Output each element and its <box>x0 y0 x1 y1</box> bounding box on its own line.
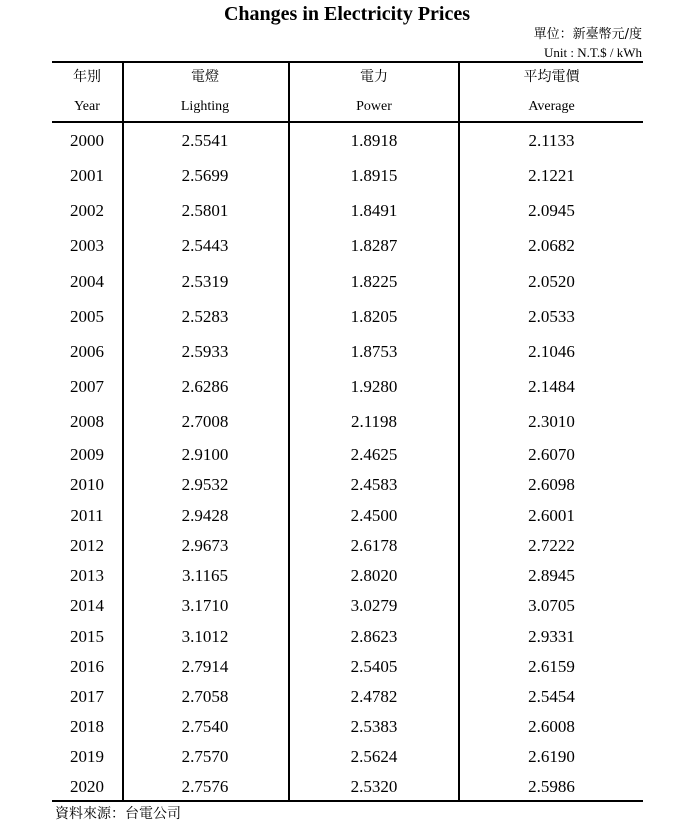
table-cell-power: 1.8287 <box>350 236 398 255</box>
table-cell-average: 2.0945 <box>528 201 575 220</box>
table-cell-average: 2.6070 <box>528 445 575 464</box>
table-cell-year: 2002 <box>70 201 104 220</box>
table-cell-year: 2017 <box>70 687 104 706</box>
table-cell-average: 2.1221 <box>528 166 575 185</box>
table-cell-power: 2.4782 <box>350 687 398 706</box>
table-cell-average: 2.6098 <box>528 475 575 494</box>
table-cell-average: 2.3010 <box>528 412 575 431</box>
table-cell-year: 2014 <box>70 596 104 615</box>
table-cell-lighting: 2.5283 <box>181 307 229 326</box>
header-power-zh: 電力 <box>360 69 388 85</box>
table-cell-average: 3.0705 <box>528 596 575 615</box>
table-cell-year: 2004 <box>70 272 104 291</box>
table-cell-lighting: 2.5699 <box>181 166 229 185</box>
table-cell-power: 2.5405 <box>350 657 398 676</box>
table-cell-lighting: 2.9673 <box>181 536 229 555</box>
header-year-en: Year <box>74 99 100 114</box>
table-cell-lighting: 3.1012 <box>181 627 229 646</box>
header-average-zh: 平均電價 <box>523 69 580 85</box>
header-lighting-en: Lighting <box>180 99 230 114</box>
table-cell-average: 2.0682 <box>528 236 575 255</box>
table-cell-lighting: 3.1710 <box>181 596 229 615</box>
table-cell-average: 2.6008 <box>528 717 575 736</box>
table-cell-lighting: 2.7576 <box>181 777 229 796</box>
table-cell-average: 2.1133 <box>528 131 575 150</box>
table-cell-year: 2009 <box>70 445 104 464</box>
table-cell-year: 2018 <box>70 717 104 736</box>
table-cell-lighting: 2.7058 <box>181 687 229 706</box>
table-cell-year: 2007 <box>70 377 104 396</box>
header-average-en: Average <box>528 99 575 114</box>
table-cell-average: 2.5454 <box>528 687 575 706</box>
table-bottom-rule <box>52 800 643 802</box>
table-cell-lighting: 2.5541 <box>181 131 229 150</box>
table-cell-lighting: 2.5933 <box>181 342 229 361</box>
source-note: 資料來源：台電公司 <box>55 806 181 822</box>
table-cell-lighting: 2.5801 <box>181 201 229 220</box>
table-cell-power: 2.8623 <box>350 627 398 646</box>
table-cell-lighting: 2.7540 <box>181 717 229 736</box>
table-cell-average: 2.0533 <box>528 307 575 326</box>
table-top-rule <box>52 61 643 63</box>
table-cell-average: 2.1046 <box>528 342 575 361</box>
table-cell-year: 2003 <box>70 236 104 255</box>
table-cell-power: 2.5383 <box>350 717 398 736</box>
table-cell-average: 2.5986 <box>528 777 575 796</box>
header-lighting-zh: 電燈 <box>191 69 219 85</box>
table-cell-lighting: 2.9532 <box>181 475 229 494</box>
table-cell-lighting: 2.5443 <box>181 236 229 255</box>
table-cell-power: 1.9280 <box>350 377 398 396</box>
table-cell-power: 2.4500 <box>350 506 398 525</box>
table-cell-average: 2.9331 <box>528 627 575 646</box>
table-cell-lighting: 2.9100 <box>181 445 229 464</box>
table-cell-average: 2.0520 <box>528 272 575 291</box>
table-cell-lighting: 2.7914 <box>181 657 229 676</box>
table-cell-year: 2015 <box>70 627 104 646</box>
table-cell-lighting: 3.1165 <box>181 566 229 585</box>
table-cell-power: 1.8225 <box>350 272 398 291</box>
table-cell-average: 2.8945 <box>528 566 575 585</box>
header-bottom-rule <box>52 121 643 123</box>
table-cell-year: 2011 <box>70 506 104 525</box>
table-cell-power: 2.8020 <box>350 566 398 585</box>
table-cell-power: 2.4625 <box>350 445 398 464</box>
header-year-zh: 年別 <box>73 69 101 85</box>
table-cell-lighting: 2.9428 <box>181 506 229 525</box>
unit-label-zh: 單位：新臺幣元/度 <box>533 27 642 42</box>
table-cell-year: 2006 <box>70 342 104 361</box>
table-cell-power: 2.5624 <box>350 747 398 766</box>
table-cell-power: 1.8918 <box>350 131 398 150</box>
table-cell-power: 2.6178 <box>350 536 398 555</box>
table-cell-year: 2012 <box>70 536 104 555</box>
table-cell-lighting: 2.5319 <box>181 272 229 291</box>
table-cell-power: 2.1198 <box>350 412 398 431</box>
table-cell-year: 2020 <box>70 777 104 796</box>
table-cell-power: 1.8915 <box>350 166 398 185</box>
table-cell-power: 1.8205 <box>350 307 398 326</box>
table-cell-year: 2001 <box>70 166 104 185</box>
unit-label-en: Unit : N.T.$ / kWh <box>544 45 642 60</box>
table-cell-year: 2008 <box>70 412 104 431</box>
table-cell-year: 2013 <box>70 566 104 585</box>
header-power-en: Power <box>356 99 392 114</box>
table-cell-power: 1.8491 <box>350 201 398 220</box>
table-cell-average: 2.6159 <box>528 657 575 676</box>
table-cell-year: 2010 <box>70 475 104 494</box>
table-cell-lighting: 2.6286 <box>181 377 229 396</box>
table-cell-lighting: 2.7008 <box>181 412 229 431</box>
table-cell-average: 2.7222 <box>528 536 575 555</box>
table-cell-average: 2.6001 <box>528 506 575 525</box>
table-cell-year: 2019 <box>70 747 104 766</box>
table-cell-power: 3.0279 <box>350 596 398 615</box>
table-cell-year: 2016 <box>70 657 104 676</box>
table-cell-lighting: 2.7570 <box>181 747 229 766</box>
table-cell-year: 2005 <box>70 307 104 326</box>
table-cell-power: 2.4583 <box>350 475 398 494</box>
table-cell-year: 2000 <box>70 131 104 150</box>
table-cell-average: 2.1484 <box>528 377 575 396</box>
table-cell-average: 2.6190 <box>528 747 575 766</box>
table-cell-power: 1.8753 <box>350 342 398 361</box>
page-title: Changes in Electricity Prices <box>223 3 471 25</box>
table-cell-power: 2.5320 <box>350 777 398 796</box>
